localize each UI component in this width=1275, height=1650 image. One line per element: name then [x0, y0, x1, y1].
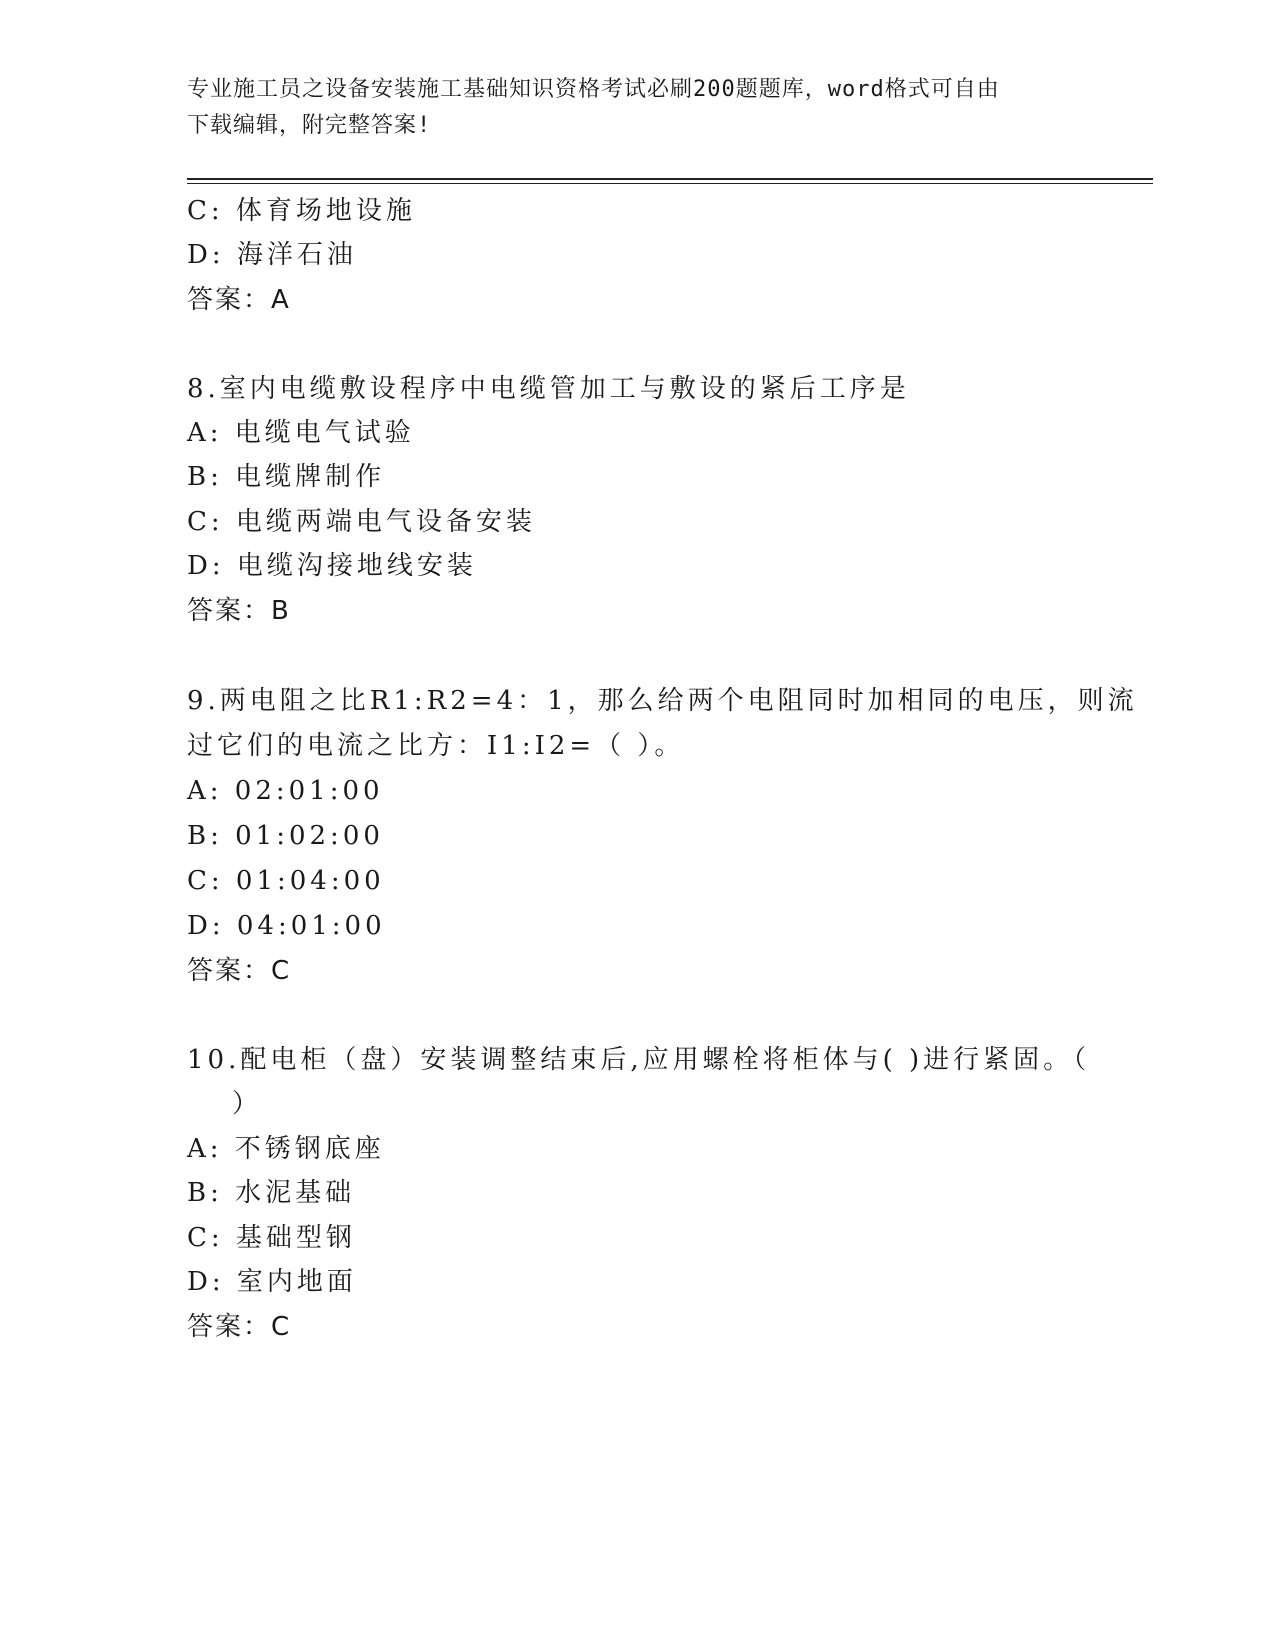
q8-option-d: D: 电缆沟接地线安装 — [187, 551, 477, 581]
q8-option-c: C: 电缆两端电气设备安装 — [187, 507, 536, 537]
q8-question: 8.室内电缆敷设程序中电缆管加工与敷设的紧后工序是 — [187, 374, 910, 404]
q9-answer: 答案：C — [187, 956, 292, 986]
header-line-2: 下载编辑，附完整答案! — [187, 113, 432, 138]
q9-option-d: D: 04:01:00 — [187, 911, 386, 941]
q10-answer: 答案：C — [187, 1312, 292, 1342]
q9-question-line-2: 过它们的电流之比方：I1:I2=（ ）。 — [187, 731, 685, 761]
q8-option-b: B: 电缆牌制作 — [187, 462, 386, 492]
q10-option-b: B: 水泥基础 — [187, 1178, 356, 1208]
q10-question-line-1: 10.配电柜（盘）安装调整结束后,应用螺栓将柜体与( )进行紧固。（ — [187, 1045, 1091, 1075]
q9-option-b: B: 01:02:00 — [187, 821, 384, 851]
q10-option-a: A: 不锈钢底座 — [187, 1134, 385, 1164]
q9-question-line-1: 9.两电阻之比R1:R2=4：1，那么给两个电阻同时加相同的电压，则流 — [187, 686, 1138, 716]
q10-question-line-2: ） — [232, 1089, 263, 1119]
q8-option-a: A: 电缆电气试验 — [187, 418, 415, 448]
q10-option-d: D: 室内地面 — [187, 1267, 357, 1297]
q7-answer: 答案：A — [187, 285, 291, 315]
q8-answer: 答案：B — [187, 596, 291, 626]
header-line-1: 专业施工员之设备安装施工基础知识资格考试必刷200题题库，word格式可自由 — [187, 77, 1000, 102]
q7-option-c: C: 体育场地设施 — [187, 196, 416, 226]
q9-option-a: A: 02:01:00 — [187, 776, 384, 806]
q9-option-c: C: 01:04:00 — [187, 866, 385, 896]
header-rule-thick — [187, 178, 1153, 180]
q7-option-d: D: 海洋石油 — [187, 240, 357, 270]
document-header — [187, 72, 1077, 144]
header-rule-thin — [187, 183, 1153, 184]
q10-option-c: C: 基础型钢 — [187, 1223, 356, 1253]
